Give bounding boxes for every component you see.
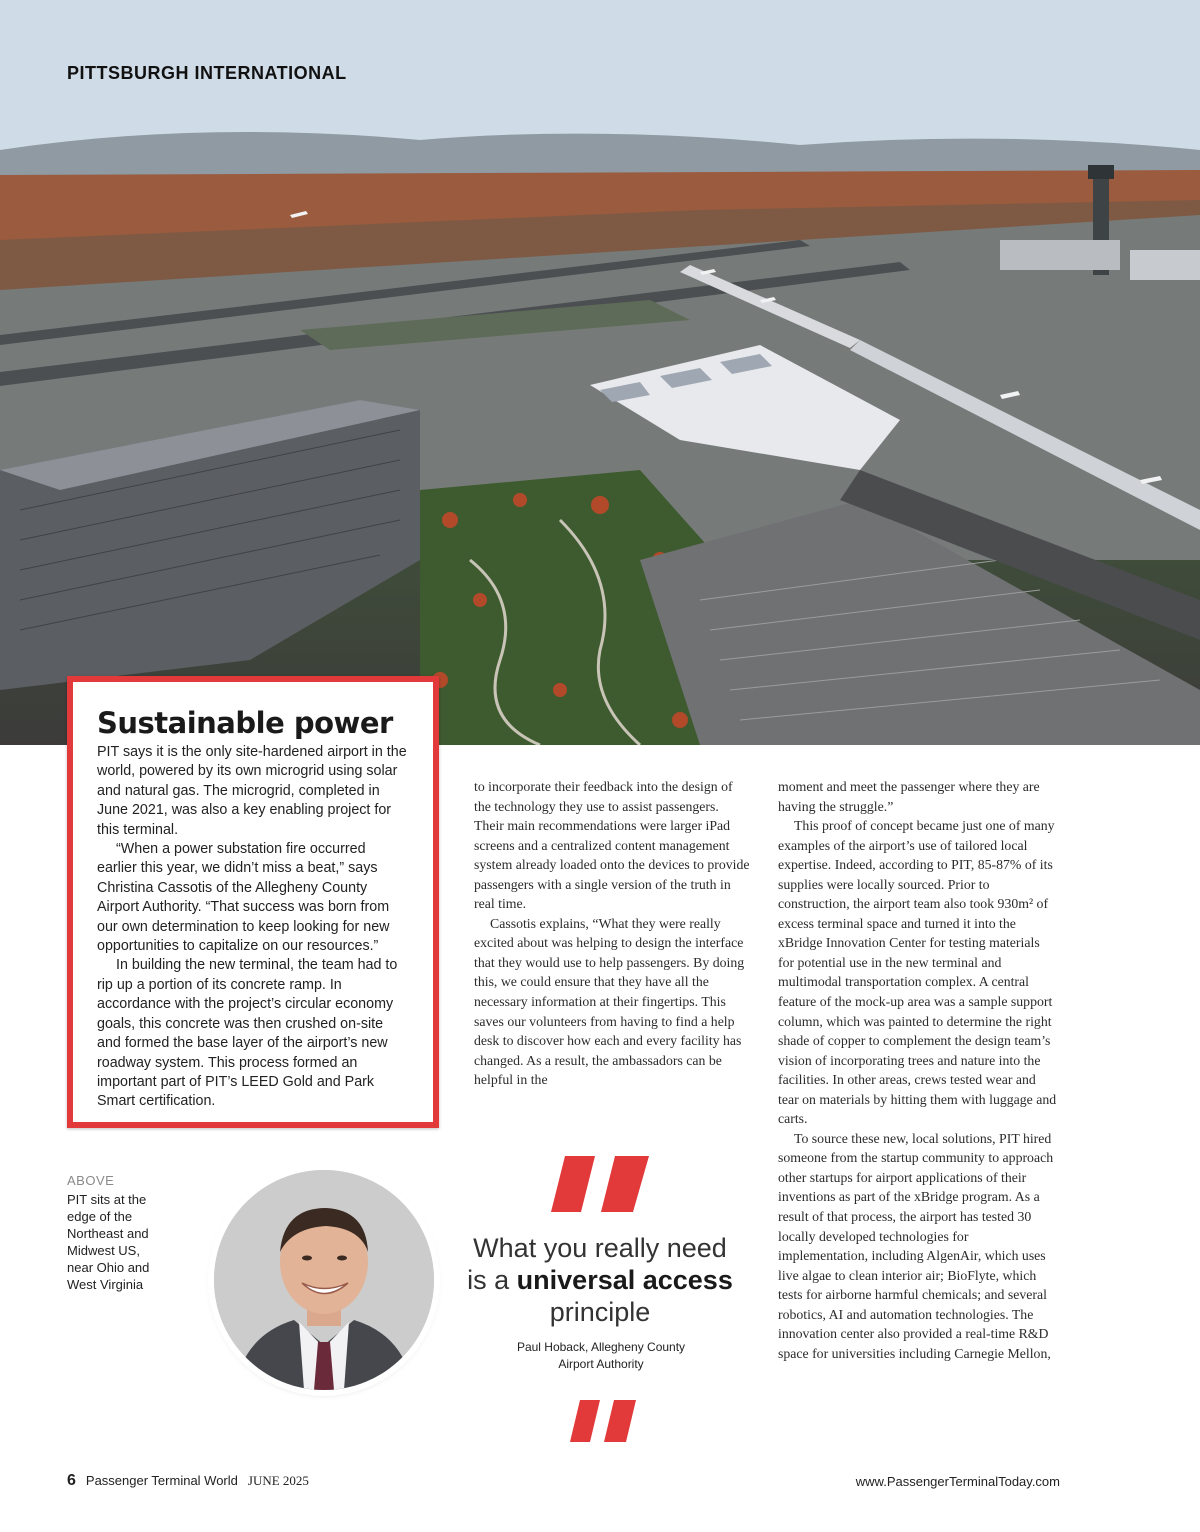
portrait-photo [214, 1170, 434, 1390]
hero-aerial-image [0, 0, 1200, 745]
pull-quote-line: principle [549, 1297, 651, 1327]
sidebar-title: Sustainable power [97, 706, 393, 740]
attribution-line: Airport Authority [558, 1357, 644, 1371]
sidebar-paragraph: In building the new terminal, the team had to rip up a portion of its concrete ramp. In accordance with the project’s circular economy goals, this concrete was then crushed on-site and formed the base layer of the airport’s new roadway system. This process formed an important part of PIT’s LEED Gold and Park Smart certification. [97, 957, 398, 1110]
pull-quote-emphasis: universal access [516, 1265, 733, 1295]
person-portrait-illustration [214, 1170, 434, 1390]
section-label: PITTSBURGH INTERNATIONAL [67, 63, 347, 83]
open-quote-icon [551, 1156, 651, 1212]
footer-left [67, 1472, 309, 1490]
pull-quote-line: is a [467, 1265, 517, 1295]
caption-text: PIT sits at the edge of the Northeast and Midwest US, near Ohio and West Virginia [67, 1192, 150, 1292]
caption-label: ABOVE [67, 1173, 115, 1188]
pull-quote-attribution [488, 1339, 714, 1373]
body-paragraph: This proof of concept became just one of many examples of the airport’s use of tailored local expertise. Indeed, according to PIT, 85-87% of its supplies were locally sourced. Prior to construction, the airport team also took 930m² of excess terminal space and turned it into the xBridge Innovation Center for testing materials for potential use in the new terminal and multimodal transportation complex. A central feature of the mock-up area was a sample support column, which was painted to determine the right shade of copper to complement the design team’s vision of incorporating trees and nature into the facilities. In other areas, crews tested wear and tear on materials by hitting them with luggage and carts. [778, 818, 1057, 1127]
issue-date: JUNE 2025 [247, 1473, 309, 1488]
sidebar-paragraph: “When a power substation fire occurred earlier this year, we didn’t miss a beat,” says Christina Cassotis of the Allegheny County Airport Authority. “That success was born from our own determination to keep looking for new opportunities to capitalize on our resources.” [97, 841, 390, 955]
publication-name: Passenger Terminal World [85, 1473, 238, 1488]
body-column-2 [778, 777, 1058, 1363]
body-paragraph: To source these new, local solutions, PIT hired someone from the startup community to approach other startups for airport applications of their inventions as part of the xBridge program. As a result of that process, the airport has tested 30 locally developed technologies for implementation, including AlgenAir, which uses live algae to clean interior air; BioFlyte, which tests for airborne harmful chemicals; and several robotics, AI and automation technologies. The innovation center also provided a real-time R&D space for universities including Carnegie Mellon, [778, 1130, 1054, 1361]
pull-quote [460, 1232, 740, 1328]
close-quote-icon [570, 1400, 636, 1442]
body-paragraph: to incorporate their feedback into the design of the technology they use to assist passengers. Their main recommendations were larger iPad screens and a centralized content management system already loaded onto the devices to provide passengers with a single version of the truth in real time. [474, 779, 750, 912]
sustainable-power-sidebar [67, 676, 439, 1128]
attribution-line: Paul Hoback, Allegheny County [516, 1340, 686, 1354]
body-column-1 [474, 777, 750, 1090]
pull-quote-line: What you really need [473, 1233, 727, 1263]
body-paragraph: moment and meet the passenger where they are having the struggle.” [778, 779, 1040, 814]
airport-aerial-illustration [0, 0, 1200, 745]
sidebar-paragraph: PIT says it is the only site-hardened airport in the world, powered by its own microgrid using solar and natural gas. The microgrid, completed in June 2021, was also a key enabling project for this terminal. [97, 744, 407, 838]
body-paragraph: Cassotis explains, “What they were really excited about was helping to design the interface that they would use to help passengers. By doing this, we could ensure that they have all the necessary information at their fingertips. This saves our volunteers from having to find a help desk to discover how each and every facility has changed. As a result, the ambassadors can be helpful in the [474, 915, 745, 1088]
website-link[interactable]: www.PassengerTerminalToday.com [855, 1474, 1060, 1489]
page-number: 6 [67, 1472, 76, 1489]
